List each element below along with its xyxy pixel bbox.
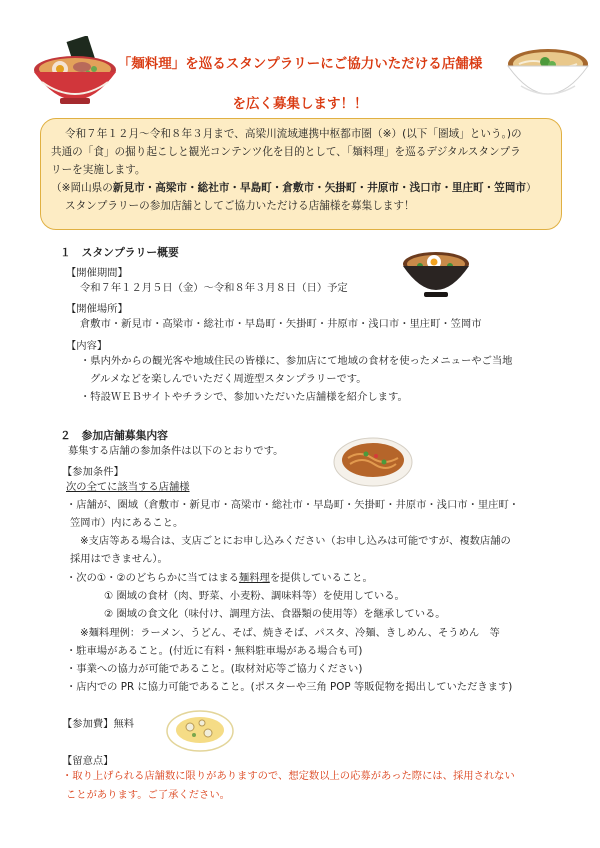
pasta-plate-illustration xyxy=(166,707,234,753)
content-line-2: グルメなどを楽しんでいただく周遊型スタンプラリーです。 xyxy=(90,373,367,385)
intro-cities-prefix: （※岡山県の xyxy=(51,182,113,194)
content-line-1: ・県内外からの観光客や地域住民の皆様に、参加店にて地域の食材を使ったメニューやご当地 xyxy=(80,355,513,367)
noodle-bowl-egg-illustration xyxy=(400,244,472,304)
section2-heading: ２ 参加店舗募集内容 xyxy=(60,429,168,442)
condition-4: ・事業への協力が可能であること。(取材対応等ご協力ください) xyxy=(66,663,363,675)
notes-line-1: ・取り上げられる店舗数に限りがありますので、想定数以上の応募があった際には、採用されない xyxy=(62,770,515,782)
fee-label: 【参加費】 xyxy=(62,718,114,730)
section1-heading: １ スタンプラリー概要 xyxy=(60,246,179,259)
ramen-bowl-illustration xyxy=(30,36,120,108)
noodle-examples: ※麺料理例：ラーメン、うどん、そば、焼きそば、パスタ、冷麺、きしめん、そうめん 等 xyxy=(80,627,500,639)
intro-line-4 xyxy=(51,179,537,197)
intro-line-3: リーを実施します。 xyxy=(51,164,146,176)
fee-line xyxy=(62,715,134,730)
content-label: 【内容】 xyxy=(66,340,108,352)
intro-box xyxy=(40,118,562,230)
condition-5: ・店内での PR に協力可能であること。(ポスターや三角 POP 等販促物を掲出していただきます) xyxy=(66,681,513,693)
condition-1-note-1: ※支店等ある場合は、支店ごとにお申し込みください（お申し込みは可能ですが、複数店舗の xyxy=(80,535,511,547)
condition-2 xyxy=(66,569,373,587)
period-label: 【開催期間】 xyxy=(66,267,128,279)
udon-bowl-illustration xyxy=(503,42,593,110)
condition-2-noodle-term: 麺料理 xyxy=(238,572,270,584)
intro-line-2: 共通の「食」の掘り起こしと観光コンテンツ化を目的として、「麺料理」を巡るデジタルスタンプラ xyxy=(51,146,521,158)
condition-2-option-1: ① 圏域の食材（肉、野菜、小麦粉、調味料等）を使用している。 xyxy=(104,590,405,602)
period-value: 令和７年１２月５日（金）～令和８年３月８日（日）予定 xyxy=(80,282,348,294)
content-line-3: ・特設ＷＥＢサイトやチラシで、参加いただいた店舗様を紹介します。 xyxy=(80,391,408,403)
page-title-line2: を広く募集します！！ xyxy=(232,96,368,112)
section2-intro: 募集する店舗の参加条件は以下のとおりです。 xyxy=(68,445,284,457)
page-title-line1: 「麺料理」を巡るスタンプラリーにご協力いただける店舗様 xyxy=(117,56,483,72)
yakisoba-plate-illustration xyxy=(332,432,414,490)
intro-line-5: スタンプラリーの参加店舗としてご協力いただける店舗様を募集します！ xyxy=(65,200,415,212)
condition-2-suffix: を提供していること。 xyxy=(269,572,373,584)
place-label: 【開催場所】 xyxy=(66,303,128,315)
intro-line-1: 令和７年１２月～令和８年３月まで、高梁川流域連携中枢都市圏（※）(以下「圏域」という。)の xyxy=(65,128,522,140)
condition-2-prefix: ・次の①・②のどちらかに当てはまる xyxy=(66,572,239,584)
notes-label: 【留意点】 xyxy=(62,755,114,767)
condition-1-line-1: ・店舗が、圏域（倉敷市・新見市・高梁市・総社市・早島町・矢掛町・井原市・浅口市・里庄町・ xyxy=(66,499,520,511)
intro-cities: 新見市・高梁市・総社市・早島町・倉敷市・矢掛町・井原市・浅口市・里庄町・笠岡市 xyxy=(112,182,527,194)
intro-cities-suffix: ） xyxy=(526,182,537,194)
condition-3: ・駐車場があること。(付近に有料・無料駐車場がある場合も可) xyxy=(66,645,363,657)
fee-value: 無料 xyxy=(113,718,135,730)
conditions-label: 【参加条件】 xyxy=(62,466,124,478)
conditions-subheading: 次の全てに該当する店舗様 xyxy=(66,481,190,493)
condition-2-option-2: ② 圏域の食文化（味付け、調理方法、食器類の使用等）を継承している。 xyxy=(104,608,446,620)
notes-line-2: ことがあります。ご了承ください。 xyxy=(66,789,230,801)
condition-1-line-2: 笠岡市）内にあること。 xyxy=(70,517,184,529)
condition-1-note-2: 採用はできません）。 xyxy=(70,553,168,565)
place-value: 倉敷市・新見市・高梁市・総社市・早島町・矢掛町・井原市・浅口市・里庄町・笠岡市 xyxy=(80,318,482,330)
